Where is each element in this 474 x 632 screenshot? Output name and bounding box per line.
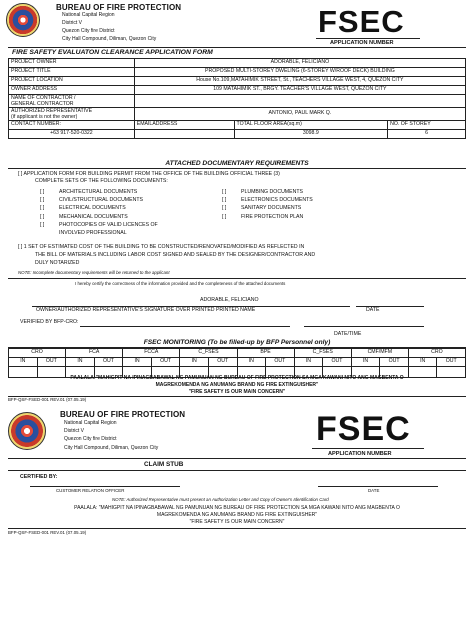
date-label: DATE — [366, 307, 380, 313]
owner-address-value: 109 MATAHIMIK ST., BRGY. TEACHER'S VILLAGE WEST, QUEZON CITY — [134, 86, 465, 95]
doc-item: [ ] PLUMBING DOCUMENTS — [222, 189, 303, 195]
auth-rep-value: ANTONIO, PAUL MARK Q. — [134, 108, 465, 121]
out-cell: OUT — [37, 358, 66, 367]
authorization-note: NOTE: Authorized Representative must present an Authorization Letter and Copy of Owner's Identification Card — [112, 497, 329, 502]
doc-item: [ ] MECHANICAL DOCUMENTS — [40, 213, 128, 220]
monitoring-col: CRO — [408, 349, 465, 358]
out-cell: OUT — [151, 358, 180, 367]
doc-item: [ ] ELECTRICAL DOCUMENTS — [40, 205, 126, 212]
attached-requirements-heading: ATTACHED DOCUMENTARY REQUIREMENTS — [8, 160, 466, 169]
certified-by-label: CERTIFIED BY: — [20, 474, 58, 480]
owner-address-label: OWNER ADDRESS — [9, 86, 135, 95]
doc-item: [ ] ELECTRONICS DOCUMENTS — [222, 197, 313, 204]
out-cell: OUT — [208, 358, 237, 367]
doc-item: [ ] PHOTOCOPIES OF VALID LICENCES OF — [40, 221, 158, 228]
address-line: District V — [62, 20, 82, 26]
contact-value: +63 917-520-0322 — [9, 130, 135, 139]
application-number-label: APPLICATION NUMBER — [330, 40, 394, 46]
certify-statement: I hereby certify the correctness of the information provided and the completeness of the attached documents — [75, 281, 286, 286]
storey-label: NO. OF STOREY — [388, 121, 466, 130]
doc-item: [ ] CIVIL/STRUCTURAL DOCUMENTS — [40, 197, 143, 204]
monitoring-table — [8, 348, 466, 378]
verified-by-label: VERIFIED BY BFP-CRO: — [20, 319, 79, 325]
address-line: Quezon City fire District — [64, 436, 117, 443]
in-cell: IN — [351, 358, 380, 367]
bfp-seal-logo — [6, 3, 40, 37]
project-owner-value: ADORABLE, FELICIANO — [134, 59, 465, 68]
address-line: District V — [64, 428, 84, 435]
address-line: City Hall Compound, Diliman, Quezon City — [62, 36, 157, 42]
footer-code: BFP-QSF-FSED-001 REV.01 (07.05.19) — [8, 397, 87, 402]
project-info-table — [8, 58, 466, 139]
signature-label: OWNER/AUTHORIZED REPRESENTATIVE'S SIGNATURE OVER PRINTED PRINTED NAME — [36, 307, 256, 313]
monitoring-col: BPE — [237, 349, 294, 358]
address-line: Quezon City fire District — [62, 28, 115, 34]
in-cell: IN — [9, 358, 38, 367]
email-label: EMAILADDRESS — [134, 121, 234, 130]
out-cell: OUT — [323, 358, 352, 367]
cost-requirement: [ ] 1 SET OF ESTIMATED COST OF THE BUILDING TO BE CONSTRUCTED/RENOVATED/MODIFIED AS REFLECTED IN THE BILL OF MATERIALS INCLUDING LABOR COST SIGNED AND SEALED BY THE DESIGNER/CONTRACTOR AND DULY NOTARIZED — [18, 244, 316, 266]
floor-area-label: TOTAL FLOOR AREA(sq.m) — [234, 121, 388, 130]
in-cell: IN — [294, 358, 323, 367]
address-line: National Capital Region — [62, 12, 115, 18]
monitoring-col: C_FSES — [180, 349, 237, 358]
monitoring-col: CMF/MFM — [351, 349, 408, 358]
monitoring-col: FCCA — [123, 349, 180, 358]
auth-rep-label: AUTHORIZED REPRESENTATIVE (if applicant is not the owner) — [9, 108, 135, 121]
signer-name: ADORABLE, FELICIANO — [200, 297, 259, 303]
fsec-monitoring-heading: FSEC MONITORING (To be filled-up by BFP Personnel only) — [8, 339, 466, 348]
doc-item: [ ] SANITARY DOCUMENTS — [222, 205, 302, 212]
address-line: City Hall Compound, Diliman, Quezon City — [64, 444, 159, 451]
in-cell: IN — [123, 358, 152, 367]
in-cell: IN — [66, 358, 95, 367]
doc-item: [ ] FIRE PROTECTION PLAN — [222, 213, 304, 220]
out-cell: OUT — [94, 358, 123, 367]
contractor-label: NAME OF CONTRACTOR / GENERAL CONTRACTOR — [9, 95, 135, 108]
in-cell: IN — [237, 358, 266, 367]
monitoring-col: FCA — [66, 349, 123, 358]
app-form-line-2: COMPLETE SETS OF THE FOLLOWING DOCUMENTS: — [35, 178, 168, 184]
application-number-label: APPLICATION NUMBER — [328, 451, 392, 457]
project-title-value: PROPOSED MULTI-STOREY DWELING (6-STOREY W/ROOF DECK) BUILDING — [134, 68, 465, 77]
footer-code: BFP-QSF-FSED-001 REV.01 (07.05.19) — [8, 530, 87, 535]
address-block — [64, 419, 158, 452]
project-owner-label: PROJECT OWNER — [9, 59, 135, 68]
fsec-title: FSEC — [316, 410, 411, 448]
paalala-notice: PAALALA: "MAHIGPIT NA IPINAGBABAWAL NG PAMUNUAN NG BUREAU OF FIRE PROTECTION SA MGA KAWANI NITO ANG MAGBENTA O MAGREKOMENDA NG ANUMANG BRAND NG FIRE EXTINGUISHER" "FIRE SAFETY IS OUR MAIN CONCERN" — [74, 505, 400, 525]
project-title-label: PROJECT TITLE — [9, 68, 135, 77]
project-location-value: House No.109,MATAHIMIK STREET, St., TEACHERS VILLAGE WEST, 4, QUEZON CITY — [134, 77, 465, 86]
email-value — [134, 130, 234, 139]
cro-label: CUSTOMER RELATION OFFICER — [56, 488, 125, 493]
project-location-label: PROJECT LOCATION — [9, 77, 135, 86]
out-cell: OUT — [380, 358, 409, 367]
bfp-seal-logo — [8, 412, 46, 450]
out-cell: OUT — [437, 358, 466, 367]
doc-item: [ ] ARCHITECTURAL DOCUMENTS — [40, 189, 138, 195]
monitoring-col: CRO — [9, 349, 66, 358]
address-block — [62, 11, 156, 43]
app-form-line-1: [ ] APPLICATION FORM FOR BUILDING PERMIT FROM THE OFFICE OF THE BUILDING OFFICIAL THREE (3) — [18, 171, 280, 177]
monitoring-col: C_FSES — [294, 349, 351, 358]
bureau-title: BUREAU OF FIRE PROTECTION — [60, 410, 186, 419]
floor-area-value: 3098.9 — [234, 130, 388, 139]
bureau-title: BUREAU OF FIRE PROTECTION — [56, 3, 182, 12]
claim-stub-title: CLAIM STUB — [144, 461, 184, 468]
date-label: DATE — [368, 488, 380, 493]
out-cell: OUT — [266, 358, 295, 367]
docs-right-list — [222, 188, 313, 221]
storey-value: 6 — [388, 130, 466, 139]
form-title: FIRE SAFETY EVALUATON CLEARANCE APPLICATION FORM — [12, 49, 213, 56]
address-line: National Capital Region — [64, 420, 117, 426]
contractor-value — [134, 95, 465, 108]
in-cell: IN — [180, 358, 209, 367]
doc-item-continued: INVOLVED PROFESSIONAL — [59, 230, 127, 237]
in-cell: IN — [408, 358, 437, 367]
contact-label: CONTACT NUMBER: — [9, 121, 135, 130]
incomplete-note: NOTE: Incomplete documentary requirements will be returned to the applicant — [18, 270, 170, 275]
fsec-title: FSEC — [318, 4, 405, 39]
paalala-notice: PAALALA:"MAHIGPIT NA IPINAGBABAWAL NG PAMUNUAN NG BUREAU OF FIRE PROTECTION SA MGA KAWANI NITO ANG MAGBENTA O MAGREKOMENDA NG ANUMANG BRAND NG FIRE EXTINGUISHER" "FIRE SAFETY IS OUR MAIN CONCERN" — [70, 375, 404, 395]
datetime-label: DATE/TIME — [334, 331, 362, 337]
docs-left-list — [40, 188, 158, 237]
